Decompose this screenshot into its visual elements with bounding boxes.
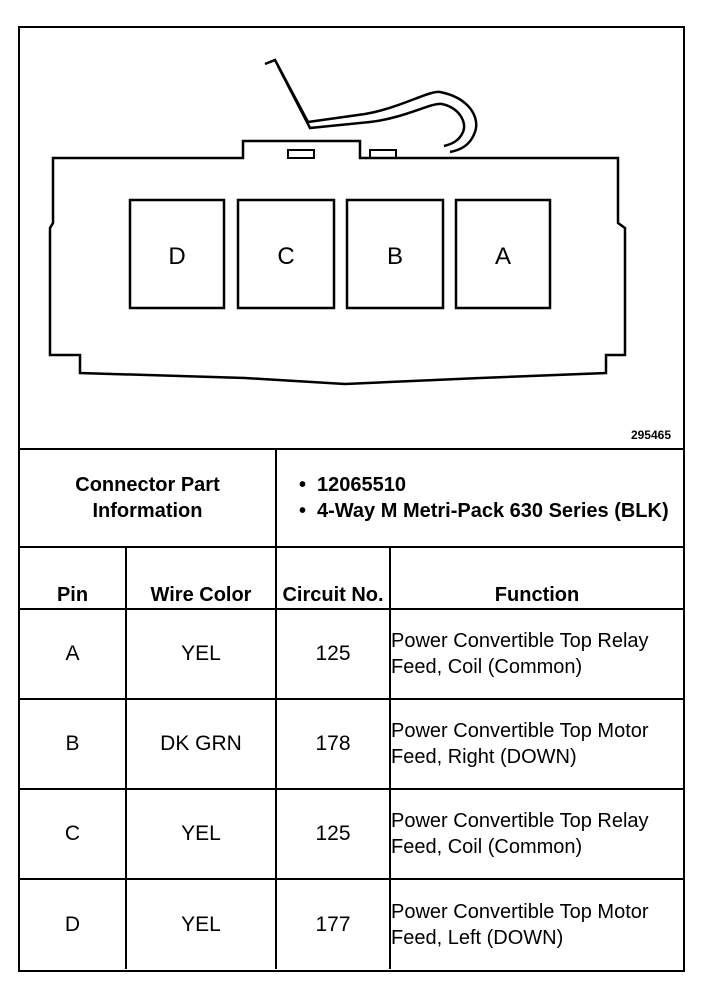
table-header-row <box>20 547 683 609</box>
retaining-clip <box>265 60 476 152</box>
connector-diagram <box>20 28 683 448</box>
connector-spec-table <box>20 448 683 969</box>
table-row <box>20 699 683 789</box>
wire-color-cell: YEL <box>126 789 276 879</box>
circuit-cell: 177 <box>276 879 390 969</box>
cavity-label-b: B <box>386 243 404 270</box>
connector-face-drawing <box>20 28 683 448</box>
wire-color-cell: YEL <box>126 879 276 969</box>
part-number: • 12065510 <box>317 472 683 498</box>
table-row <box>20 609 683 699</box>
cavity-label-c: C <box>277 243 295 270</box>
function-cell: Power Convertible Top Relay Feed, Coil (Common) <box>390 789 683 879</box>
header-pin: Pin <box>20 547 126 609</box>
header-function: Function <box>390 547 683 609</box>
table-row <box>20 789 683 879</box>
part-info-list <box>277 466 683 530</box>
part-info-label: Connector Part Information <box>20 449 276 547</box>
function-cell: Power Convertible Top Motor Feed, Right (DOWN) <box>390 699 683 789</box>
latch-tab-left <box>288 150 314 158</box>
circuit-cell: 125 <box>276 609 390 699</box>
function-cell: Power Convertible Top Motor Feed, Left (DOWN) <box>390 879 683 969</box>
circuit-cell: 125 <box>276 789 390 879</box>
figure-number: 295465 <box>630 428 671 442</box>
cavity-label-a: A <box>494 243 512 270</box>
connector-body-outline <box>50 141 625 384</box>
cavity-label-d: D <box>168 243 186 270</box>
pin-cell: A <box>20 609 126 699</box>
pin-cell: B <box>20 699 126 789</box>
pin-cell: C <box>20 789 126 879</box>
wire-color-cell: DK GRN <box>126 699 276 789</box>
part-info-cell <box>276 449 683 547</box>
part-info-row <box>20 449 683 547</box>
circuit-cell: 178 <box>276 699 390 789</box>
function-cell: Power Convertible Top Relay Feed, Coil (Common) <box>390 609 683 699</box>
connector-description: • 4-Way M Metri-Pack 630 Series (BLK) <box>317 498 683 524</box>
header-wire-color: Wire Color <box>126 547 276 609</box>
wire-color-cell: YEL <box>126 609 276 699</box>
header-circuit-no: Circuit No. <box>276 547 390 609</box>
table-row <box>20 879 683 969</box>
document-frame <box>18 26 685 972</box>
pin-cell: D <box>20 879 126 969</box>
